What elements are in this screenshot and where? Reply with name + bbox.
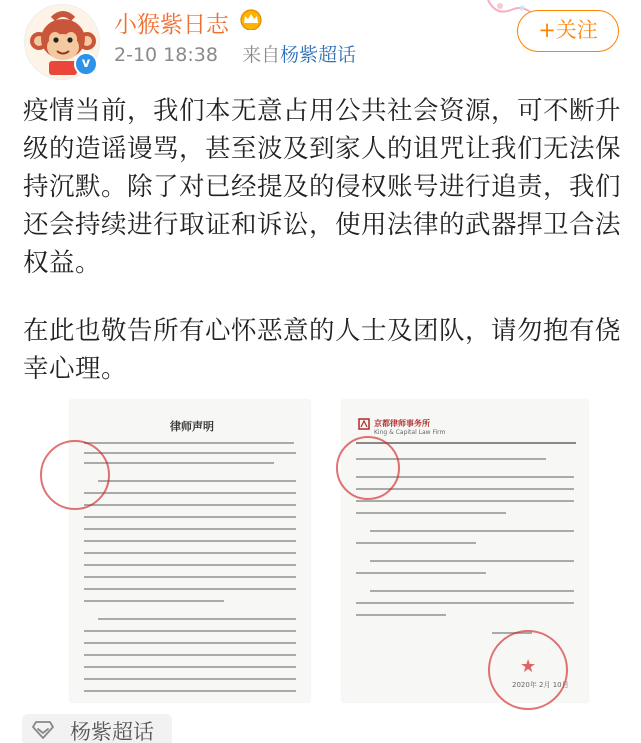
seal-star-icon: ★ — [520, 656, 537, 677]
username[interactable]: 小猴紫日志 — [114, 12, 229, 38]
topic-tag[interactable] — [22, 714, 172, 743]
law-firm-logo-icon — [358, 418, 370, 430]
attached-image-lawyer-statement[interactable] — [70, 400, 310, 702]
doc-date: 2020年 2月 10日 — [512, 681, 569, 689]
doc-title: 律师声明 — [170, 420, 214, 433]
post-paragraph-1: 疫情当前，我们本无意占用公共社会资源，可不断升级的造谣谩骂，甚至波及到家人的诅咒让我们无法保持沉默。除了对已经提及的侵权账号进行追责，我们还会持续进行取证和诉讼，使用法律的武器捍卫合法权益。 — [23, 96, 622, 278]
doc-firm-english: King & Capital Law Firm — [374, 429, 446, 436]
topic-label: 杨紫超话 — [70, 720, 154, 743]
vip-crown-icon — [238, 8, 264, 30]
source-link[interactable]: 杨紫超话 — [280, 44, 357, 66]
post-timestamp: 2-10 18:38 — [114, 44, 218, 66]
attached-image-law-firm-letter[interactable] — [342, 400, 588, 702]
post-header — [0, 0, 641, 80]
verified-badge-icon: v — [74, 52, 98, 76]
follow-button[interactable]: +关注 — [517, 10, 619, 52]
red-seal-icon — [336, 436, 400, 500]
post-meta — [114, 40, 356, 67]
post-paragraph-2: 在此也敬告所有心怀恶意的人士及团队，请勿抱有侥幸心理。 — [23, 316, 622, 384]
diamond-topic-icon — [32, 720, 54, 740]
source-prefix: 来自 — [242, 44, 281, 66]
red-seal-icon — [40, 440, 110, 510]
doc-firm-name: 京都律师事务所 — [374, 419, 430, 428]
